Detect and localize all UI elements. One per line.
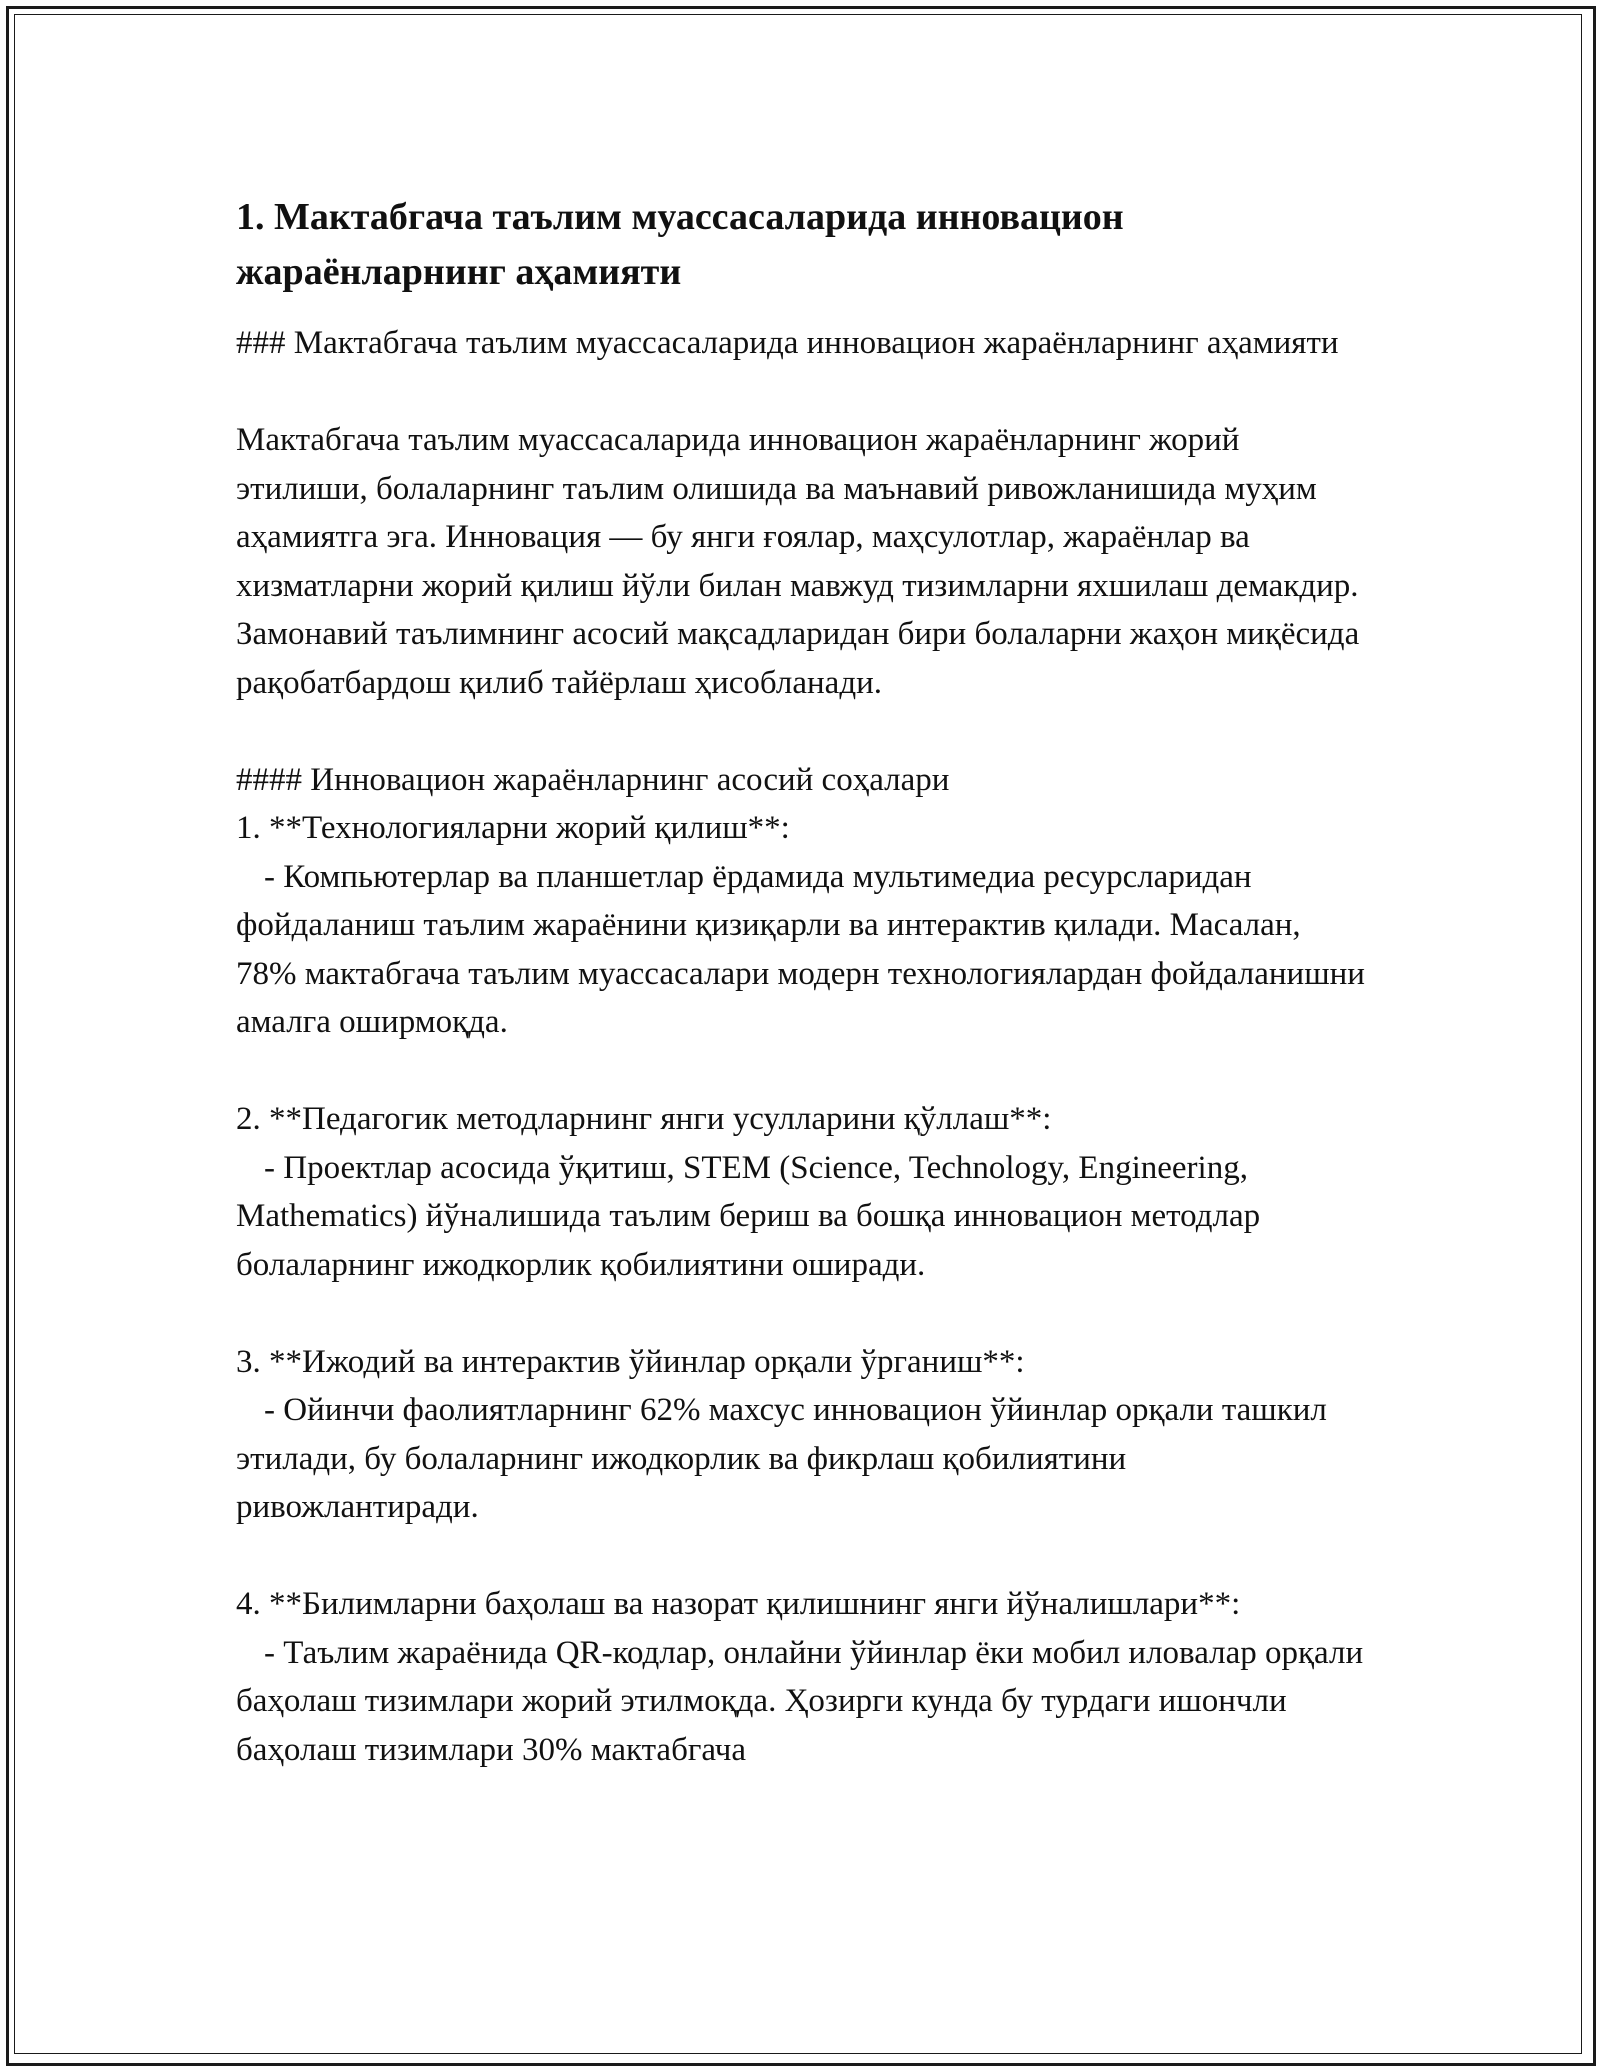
document-title: 1. Мактабгача таълим муассасаларида инновацион жараёнларнинг аҳамияти	[236, 196, 1124, 293]
subheading: ### Мактабгача таълим муассасаларида инновацион жараёнларнинг аҳамияти	[236, 325, 1339, 361]
intro-paragraph: Мактабгача таълим муассасаларида инновацион жараёнларнинг жорий этилиши, болаларнинг таълим олишида ва маънавий ривожланишида муҳим аҳамиятга эга. Инновация — бу янги ғоялар, маҳсулотлар, жараёнлар ва хизматларни жорий қилиш йўли билан мавжуд тизимларни яхшилаш демакдир. Замонавий таълимнинг асосий мақсадларидан бири болаларни жаҳон миқёсида рақобатбардош қилиб тайёрлаш ҳисобланади.	[236, 422, 1360, 701]
list-item-body: - Компьютерлар ва планшетлар ёрдамида мультимедиа ресурсларидан фойдаланиш таълим жараёнини қизиқарли ва интерактив қилади. Масалан, 78% мактабгача таълим муассасалари модерн технологиялардан фойдаланишни амалга оширмоқда.	[236, 858, 1365, 1040]
list-item-heading: 3. **Ижодий ва интерактив ўйинлар орқали ўрганиш**:	[236, 1343, 1025, 1380]
list-item	[236, 1580, 1366, 1774]
list-item-heading: 2. **Педагогик методларнинг янги усулларини қўллаш**:	[236, 1101, 1052, 1137]
paragraph-gap	[236, 368, 1366, 417]
section-heading: #### Инновацион жараёнларнинг асосий соҳалари	[236, 761, 950, 798]
list-item	[236, 804, 1366, 1047]
list-item-body: - Ойинчи фаолиятларнинг 62% махсус инновацион ўйинлар орқали ташкил этилади, бу болаларнинг ижодкорлик ва фикрлаш қобилиятини ривожлантиради.	[236, 1392, 1327, 1525]
list-item	[236, 1338, 1366, 1532]
list-item-body: - Таълим жараёнида QR-кодлар, онлайни ўйинлар ёки мобил иловалар орқали баҳолаш тизимлари жорий этилмоқда. Ҳозирги кунда бу турдаги ишончли баҳолаш тизимлари 30% мактабгача	[236, 1634, 1364, 1768]
list-item-heading: 1. **Технологияларни жорий қилиш**:	[236, 810, 790, 846]
paragraph-gap	[236, 1289, 1366, 1338]
document-body	[236, 190, 1366, 1774]
list-item-heading: 4. **Билимларни баҳолаш ва назорат қилишнинг янги йўналишлари**:	[236, 1586, 1241, 1622]
paragraph-gap	[236, 707, 1366, 756]
paragraph-gap	[236, 1047, 1366, 1096]
paragraph-gap	[236, 1532, 1366, 1581]
list-item	[236, 1095, 1366, 1289]
list-item-body: - Проектлар асосида ўқитиш, STEM (Science, Technology, Engineering, Mathematics) йўналишида таълим бериш ва бошқа инновацион методлар болаларнинг ижодкорлик қобилиятини оширади.	[236, 1149, 1261, 1283]
